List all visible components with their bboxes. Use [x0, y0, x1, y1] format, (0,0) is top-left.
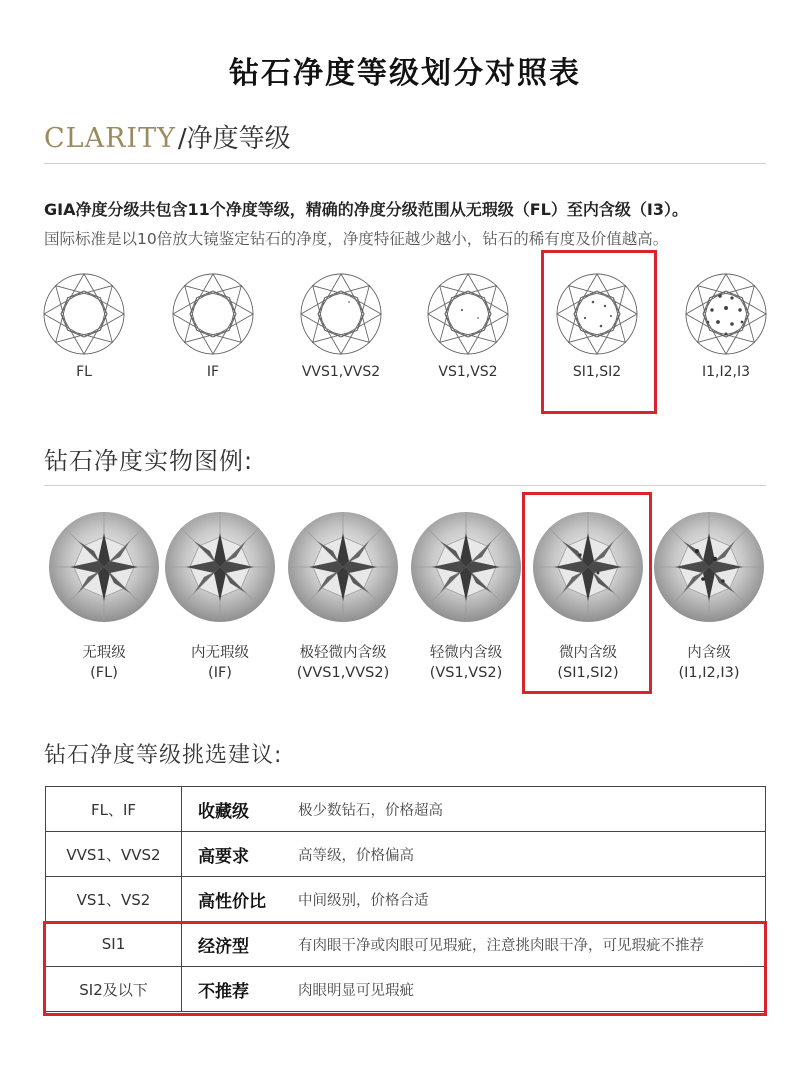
table-row — [46, 832, 766, 877]
advice-grade: FL、IF — [46, 787, 182, 832]
example-grade: (I1,I2,I3) — [678, 665, 740, 681]
example-grade: (IF) — [208, 665, 232, 681]
example-name: 极轻微内含级 — [299, 645, 387, 661]
diamond-photo-icon — [287, 511, 399, 623]
clarity-diagram-label: SI1,SI2 — [572, 364, 622, 380]
example-name: 内含级 — [687, 645, 731, 661]
clarity-diagram-label: FL — [76, 364, 92, 380]
clarity-diagram-vs — [418, 272, 518, 380]
advice-desc: 有肉眼干净或肉眼可见瑕疵，注意挑肉眼干净，可见瑕疵不推荐 — [298, 922, 766, 967]
example-name: 微内含级 — [559, 645, 617, 661]
highlight-box-si-rows — [43, 921, 767, 1016]
example-grade: (VVS1,VVS2) — [296, 665, 390, 681]
page-title: 钻石净度等级划分对照表 — [229, 56, 581, 91]
advice-grade: SI2及以下 — [46, 967, 182, 1012]
examples-heading: 钻石净度实物图例: — [44, 447, 254, 475]
clarity-diagram-if — [163, 272, 263, 380]
advice-grade: SI1 — [46, 922, 182, 967]
advice-grade: VS1、VS2 — [46, 877, 182, 922]
example-name: 无瑕级 — [82, 645, 126, 661]
example-name: 内无瑕级 — [191, 645, 249, 661]
clarity-diagram-fl — [34, 272, 134, 380]
advice-desc: 高等级，价格偏高 — [298, 832, 766, 877]
clarity-diagram-vvs — [291, 272, 391, 380]
diamond-photo-icon — [410, 511, 522, 623]
example-name: 轻微内含级 — [429, 645, 503, 661]
example-vvs — [281, 511, 405, 683]
advice-level: 收藏级 — [182, 787, 299, 832]
diamond-diagram-icon — [42, 272, 126, 356]
clarity-diagram-label: IF — [206, 364, 220, 380]
example-grade: (SI1,SI2) — [557, 665, 619, 681]
highlight-box-si-diagram — [541, 250, 657, 414]
clarity-diagram-label: VVS1,VVS2 — [301, 364, 381, 380]
advice-desc: 极少数钻石，价格超高 — [298, 787, 766, 832]
highlight-box-si-example — [522, 492, 652, 694]
intro-line-2: 国际标准是以10倍放大镜鉴定钻石的净度，净度特征越少越小，钻石的稀有度及价值越高。 — [44, 230, 669, 248]
example-vs — [404, 511, 528, 683]
advice-desc: 肉眼明显可见瑕疵 — [298, 967, 766, 1012]
clarity-heading-en: CLARITY — [44, 123, 176, 154]
clarity-heading — [44, 118, 291, 158]
advice-level: 经济型 — [182, 922, 299, 967]
clarity-diagram-i — [676, 272, 776, 380]
diamond-diagram-icon — [299, 272, 383, 356]
intro-line-1: GIA净度分级共包含11个净度等级，精确的净度分级范围从无瑕级（FL）至内含级（I3）。 — [44, 200, 688, 219]
divider — [44, 163, 766, 164]
example-i — [647, 511, 771, 683]
advice-grade: VVS1、VVS2 — [46, 832, 182, 877]
clarity-diagram-label: I1,I2,I3 — [701, 364, 750, 380]
advice-level: 不推荐 — [182, 967, 299, 1012]
table-row — [46, 877, 766, 922]
diamond-photo-icon — [48, 511, 160, 623]
advice-level: 高要求 — [182, 832, 299, 877]
clarity-heading-cn: /净度等级 — [177, 124, 291, 154]
diamond-photo-icon — [653, 511, 765, 623]
advice-heading: 钻石净度等级挑选建议: — [44, 743, 283, 768]
example-if — [158, 511, 282, 683]
advice-desc: 中间级别，价格合适 — [298, 877, 766, 922]
diamond-diagram-icon — [426, 272, 510, 356]
diamond-diagram-icon — [171, 272, 255, 356]
clarity-diagram-label: VS1,VS2 — [438, 364, 498, 380]
table-row — [46, 787, 766, 832]
example-grade: (VS1,VS2) — [429, 665, 503, 681]
divider — [44, 485, 766, 486]
example-grade: (FL) — [90, 665, 118, 681]
advice-level: 高性价比 — [182, 877, 299, 922]
diamond-photo-icon — [164, 511, 276, 623]
diamond-diagram-icon — [684, 272, 768, 356]
example-fl — [42, 511, 166, 683]
